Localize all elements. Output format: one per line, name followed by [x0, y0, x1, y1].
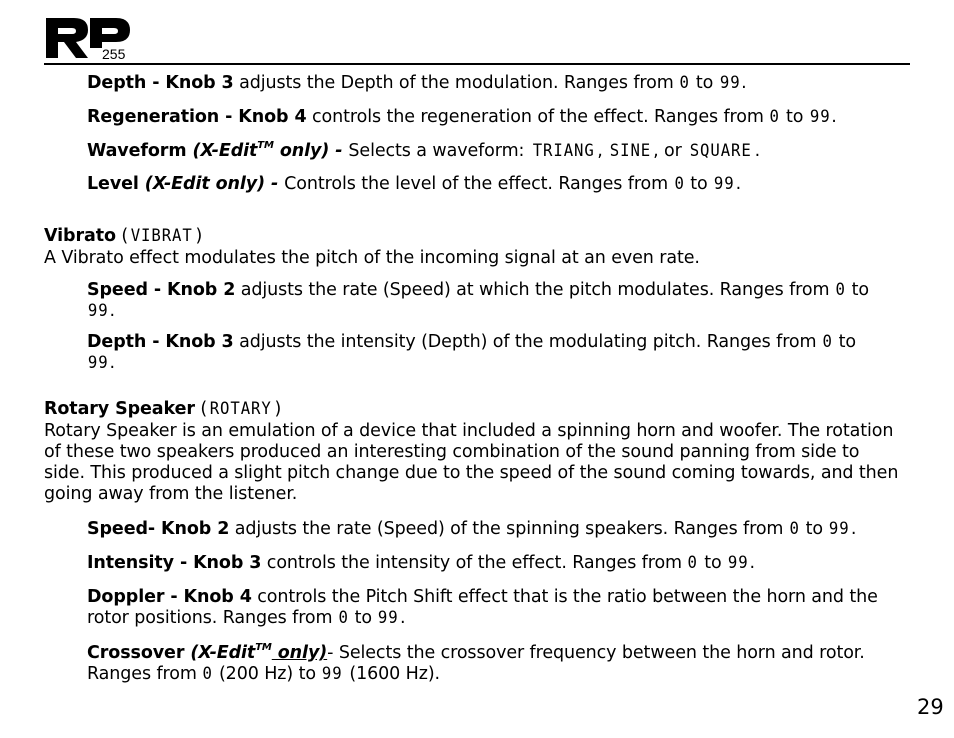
param-name: Level	[87, 174, 145, 194]
lcd-value: 0	[679, 73, 690, 93]
param-name: Intensity - Knob 3	[87, 553, 262, 573]
param-name: Doppler - Knob 4	[87, 587, 252, 607]
param-rotary-speed: Speed- Knob 2 adjusts the rate (Speed) of the spinning speakers. Ranges from 0 to 99.	[87, 519, 857, 539]
page-number: 29	[917, 695, 944, 719]
param-vibrato-depth: Depth - Knob 3 adjusts the intensity (Depth) of the modulating pitch. Ranges from 0 to 99.	[87, 332, 857, 373]
desc-line: Rotary Speaker is an emulation of a device that included a spinning horn and woofer. The rotation	[44, 421, 894, 441]
lcd-value: 0	[835, 280, 846, 300]
lcd-value: 0	[202, 664, 214, 684]
lcd-value: 99	[829, 519, 850, 539]
param-name: Crossover	[87, 643, 191, 663]
param-regeneration: Regeneration - Knob 4 controls the regeneration of the effect. Ranges from 0 to 99.	[87, 107, 837, 127]
lcd-value: 0	[789, 519, 800, 539]
lcd-value: SQUARE	[689, 141, 752, 161]
lcd-value: SINE	[609, 141, 652, 161]
lcd-value: 99	[87, 301, 109, 321]
header-rule	[44, 63, 910, 65]
param-name: Depth - Knob 3	[87, 73, 234, 93]
param-name: Depth - Knob 3	[87, 332, 234, 352]
lcd-value: 0	[674, 174, 685, 194]
lcd-value: 99	[87, 353, 109, 373]
section-heading-vibrato: Vibrato ( VIBRAT )	[44, 226, 203, 246]
param-waveform: Waveform (X-Edit™ only) - Selects a waveform: TRIANG , SINE , or SQUARE .	[87, 140, 761, 161]
lcd-value: 0	[822, 332, 833, 352]
rp255-logo	[44, 14, 134, 60]
param-vibrato-speed: Speed - Knob 2 adjusts the rate (Speed) at which the pitch modulates. Ranges from 0 to 99.	[87, 280, 869, 321]
param-name: Speed - Knob 2	[87, 280, 236, 300]
lcd-value: ROTARY	[209, 399, 272, 419]
param-rotary-intensity: Intensity - Knob 3 controls the intensity of the effect. Ranges from 0 to 99.	[87, 553, 755, 573]
param-rotary-doppler: Doppler - Knob 4 controls the Pitch Shift effect that is the ratio between the horn and the rotor positions. Ranges from 0 to 99.	[87, 587, 878, 628]
lcd-value: 99	[714, 174, 735, 194]
lcd-value: 99	[809, 107, 831, 127]
logo-model-text: 255	[102, 46, 126, 60]
lcd-value: 0	[687, 553, 699, 573]
param-name: Waveform	[87, 141, 193, 161]
lcd-value: 99	[322, 664, 343, 684]
lcd-value: VIBRAT	[130, 226, 193, 246]
trademark-mark: TM	[255, 642, 272, 653]
desc-line: side. This produced a slight pitch change due to the speed of the sound coming towards, and then	[44, 463, 899, 483]
lcd-value: 99	[727, 553, 749, 573]
lcd-value: 0	[338, 608, 349, 628]
desc-line: of these two speakers produced an interesting combination of the sound panning from side to	[44, 442, 860, 462]
lcd-value: 0	[769, 107, 781, 127]
param-level: Level (X-Edit only) - Controls the level of the effect. Ranges from 0 to 99.	[87, 174, 742, 194]
param-name: Speed- Knob 2	[87, 519, 230, 539]
section-desc-rotary	[44, 421, 898, 505]
lcd-value: 99	[378, 608, 400, 628]
param-depth: Depth - Knob 3 adjusts the Depth of the modulation. Ranges from 0 to 99.	[87, 73, 747, 93]
section-heading-rotary: Rotary Speaker ( ROTARY )	[44, 399, 282, 419]
lcd-value: 99	[719, 73, 741, 93]
param-rotary-crossover: Crossover (X-Edit™ only)- Selects the crossover frequency between the horn and rotor. Ranges from 0 (200 Hz) to 99 (1600 Hz).	[87, 642, 865, 684]
desc-line: going away from the listener.	[44, 484, 298, 504]
section-desc-vibrato: A Vibrato effect modulates the pitch of the incoming signal at an even rate.	[44, 248, 700, 268]
trademark-mark: TM	[257, 140, 274, 151]
param-name: Regeneration - Knob 4	[87, 107, 307, 127]
lcd-value: TRIANG	[532, 141, 595, 161]
